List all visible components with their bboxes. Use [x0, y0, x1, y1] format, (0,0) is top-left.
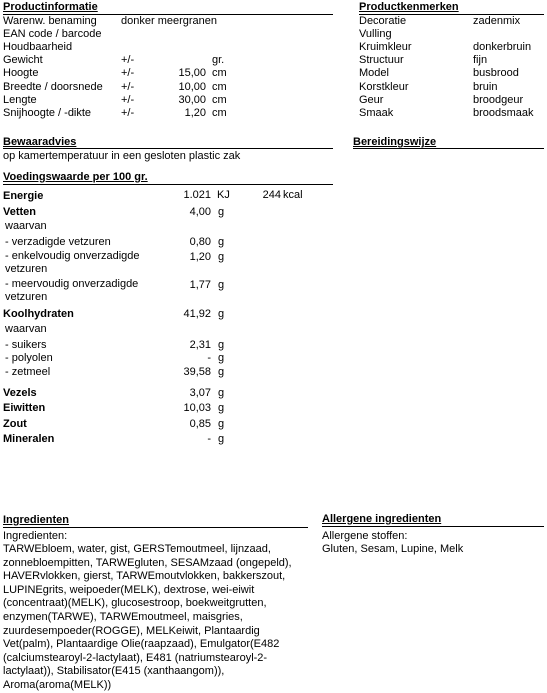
ingredienten-title: Ingredienten	[3, 514, 70, 526]
productinfo-unit: cm	[212, 80, 227, 93]
nutrient-unit: g	[218, 308, 225, 320]
nutrient-unit: g	[218, 206, 225, 218]
productinfo-tolerance: +/-	[121, 106, 135, 119]
productinfo-label: Gewicht	[3, 54, 43, 67]
productinfo-label: Lengte	[3, 93, 37, 106]
nutrient-label: Vezels	[3, 387, 37, 399]
nutrient-label: - enkelvoudig onverzadigde vetzuren	[5, 250, 140, 275]
productinfo-value: 15,00	[178, 67, 206, 80]
nutrient-value: 0,85	[189, 418, 211, 430]
allergenen-text: Gluten, Sesam, Lupine, Melk	[322, 543, 464, 555]
kenmerken-label: Korstkleur	[359, 80, 409, 93]
nutrient-value: 2,31	[189, 339, 211, 351]
productinfo-label: Hoogte	[3, 67, 39, 80]
productinfo-label: Breedte / doorsnede	[3, 80, 103, 93]
productinfo-value: 10,00	[178, 80, 206, 93]
nutrient-unit: g	[218, 387, 225, 399]
kenmerken-label: Vulling	[359, 28, 392, 41]
nutrient-label: waarvan	[5, 323, 47, 335]
nutrient-label: - meervoudig onverzadigde vetzuren	[5, 278, 139, 303]
nutrient-unit: g	[218, 251, 225, 263]
kenmerken-value: zadenmix	[473, 15, 521, 27]
allergenen-title: Allergene ingredienten	[322, 513, 442, 525]
nutrient-unit: g	[218, 236, 225, 248]
productinfo-tolerance: +/-	[121, 80, 135, 93]
productinfo-unit: cm	[212, 93, 227, 106]
productinfo-tolerance: +/-	[121, 67, 135, 80]
bereiding-rule	[353, 148, 544, 149]
nutrient-value: 0,80	[189, 236, 211, 248]
allergenen-rule	[322, 526, 544, 527]
kenmerken-title: Productkenmerken	[359, 1, 459, 13]
productinfo-unit: gr.	[212, 54, 225, 67]
nutrient-value: 4,00	[189, 206, 211, 218]
energie-kcal: 244	[262, 189, 281, 201]
kenmerken-label: Decoratie	[359, 15, 407, 27]
kenmerken-value: bruin	[473, 80, 498, 93]
productinfo-title: Productinformatie	[3, 1, 98, 13]
energie-kj: 1.021	[183, 189, 211, 201]
productinfo-label: EAN code / barcode	[3, 28, 102, 41]
nutrient-unit: g	[218, 402, 225, 414]
nutrient-value: 1,20	[189, 251, 211, 263]
energie-label: Energie	[3, 190, 44, 202]
nutrient-label: - polyolen	[5, 352, 53, 364]
productinfo-value: 1,20	[184, 106, 206, 119]
kenmerken-label: Kruimkleur	[359, 41, 412, 54]
nutrient-unit: g	[218, 433, 225, 445]
nutrient-label: Eiwitten	[3, 402, 46, 414]
kenmerken-label: Geur	[359, 93, 384, 106]
nutrient-label: Koolhydraten	[3, 308, 74, 320]
bewaar-title: Bewaaradvies	[3, 136, 77, 148]
bewaar-text: op kamertemperatuur in een gesloten plastic zak	[3, 150, 241, 162]
nutrient-value: 41,92	[183, 308, 211, 320]
productinfo-label: Houdbaarheid	[3, 41, 73, 54]
nutrient-label: Zout	[3, 418, 27, 430]
nutrient-unit: g	[218, 366, 225, 378]
kenmerken-value: broodgeur	[473, 93, 524, 106]
bereiding-title: Bereidingswijze	[353, 136, 437, 148]
kenmerken-value: broodsmaak	[473, 106, 534, 119]
productinfo-value: donker meergranen	[121, 15, 218, 27]
productinfo-unit: cm	[212, 67, 227, 80]
voeding-rule	[3, 184, 333, 185]
allergenen-intro: Allergene stoffen:	[322, 530, 408, 542]
kenmerken-value: donkerbruin	[473, 41, 532, 54]
nutrient-unit: g	[218, 279, 225, 291]
productinfo-tolerance: +/-	[121, 93, 135, 106]
nutrient-unit: g	[218, 339, 225, 351]
kenmerken-value: busbrood	[473, 67, 519, 80]
kenmerken-label: Model	[359, 67, 389, 80]
kenmerken-label: Structuur	[359, 54, 404, 67]
nutrient-label: - suikers	[5, 339, 47, 351]
nutrient-label: waarvan	[5, 220, 47, 232]
kenmerken-label: Smaak	[359, 106, 394, 119]
nutrient-unit: g	[218, 352, 225, 364]
ingredienten-intro: Ingredienten:	[3, 530, 68, 542]
voeding-title: Voedingswaarde per 100 gr.	[3, 171, 148, 183]
nutrient-value: 39,58	[183, 366, 211, 378]
productinfo-value: 30,00	[178, 93, 206, 106]
nutrient-label: - verzadigde vetzuren	[5, 236, 111, 248]
nutrient-label: Mineralen	[3, 433, 55, 445]
ingredienten-rule	[3, 527, 308, 528]
nutrient-unit: g	[218, 418, 225, 430]
productinfo-tolerance: +/-	[121, 54, 135, 67]
nutrient-label: - zetmeel	[5, 366, 51, 378]
nutrient-value: -	[207, 352, 211, 364]
kenmerken-value: fijn	[473, 54, 488, 67]
nutrient-value: 10,03	[183, 402, 211, 414]
energie-kcal-unit: kcal	[283, 189, 303, 201]
productinfo-label: Warenw. benaming	[3, 15, 97, 27]
nutrient-label: Vetten	[3, 206, 37, 218]
bewaar-rule	[3, 148, 333, 149]
nutrient-value: 1,77	[189, 279, 211, 291]
ingredienten-text: TARWEbloem, water, gist, GERSTemoutmeel, lijnzaad, zonnebloempitten, TARWEgluten, SESAMzaad (ongepeld), HAVERvlokken, gierst, TARWEmoutvlokken, bakkerszout, LUPINEgrits, weipoeder(MELK), dextrose, wei-eiwit (concentraat)(MELK), glucosestroop, boekweitgrutten, enzymen(TARWE), TARWEmoutmeel, maisgries, zuurdesempoeder(ROGGE), MELKeiwit, Plantaardig Vet(palm), Plantaardige Olie(raapzaad), Emulgator(E482 (calciumstearoyl-2-lactylaat), E481 (natriumstearoyl-2-lactylaat)), Stabilisator(E415 (xanthaangom)), Aroma(aroma(MELK))	[3, 543, 292, 691]
energie-kj-unit: KJ	[217, 189, 230, 201]
nutrient-value: 3,07	[189, 387, 211, 399]
nutrient-value: -	[207, 433, 211, 445]
productinfo-label: Snijhoogte / -dikte	[3, 106, 92, 119]
productinfo-unit: cm	[212, 106, 227, 119]
